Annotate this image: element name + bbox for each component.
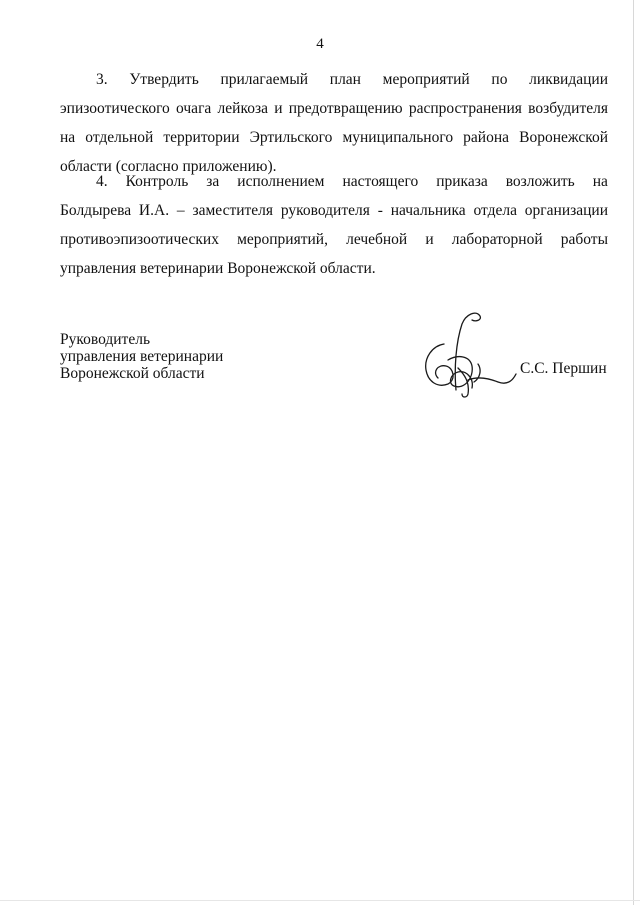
position-line: управления ветеринарии <box>60 348 224 365</box>
paragraph-4-word: возложить <box>505 173 575 190</box>
paragraph-4-word: приказа <box>436 173 488 190</box>
paragraph-3: 3. Утвердить прилагаемый план мероприятий по ликвидации эпизоотического очага лейкоза и предотвращению распространения возбудителя на отдельной территории Эртильского муниципального района Воронежской области (согласно приложению). <box>60 71 608 175</box>
scan-edge-right <box>633 0 634 905</box>
handwritten-signature <box>418 308 523 400</box>
paragraph-4-word: Контроль <box>125 173 189 190</box>
page-number: 4 <box>316 36 324 52</box>
paragraph-4-first-line <box>60 167 608 196</box>
position-line: Воронежской области <box>60 365 205 382</box>
scan-edge-bottom <box>0 900 640 901</box>
signer-name: С.С. Першин <box>520 360 607 377</box>
paragraph-4-word: на <box>592 173 608 190</box>
paragraph-4-word: исполнением <box>237 173 325 190</box>
paragraph-4-word: 4. <box>96 173 108 190</box>
position-line: Руководитель <box>60 331 151 348</box>
paragraph-4-rest: Болдырева И.А. – заместителя руководителя - начальника отдела организации противоэпизоотических мероприятий, лечебной и лабораторной работы управления ветеринарии Воронежской области. <box>60 202 608 277</box>
paragraph-4 <box>60 167 608 283</box>
paragraph-4-word: настоящего <box>342 173 419 190</box>
paragraph-4-word: за <box>206 173 220 190</box>
signatory-position <box>60 331 223 382</box>
